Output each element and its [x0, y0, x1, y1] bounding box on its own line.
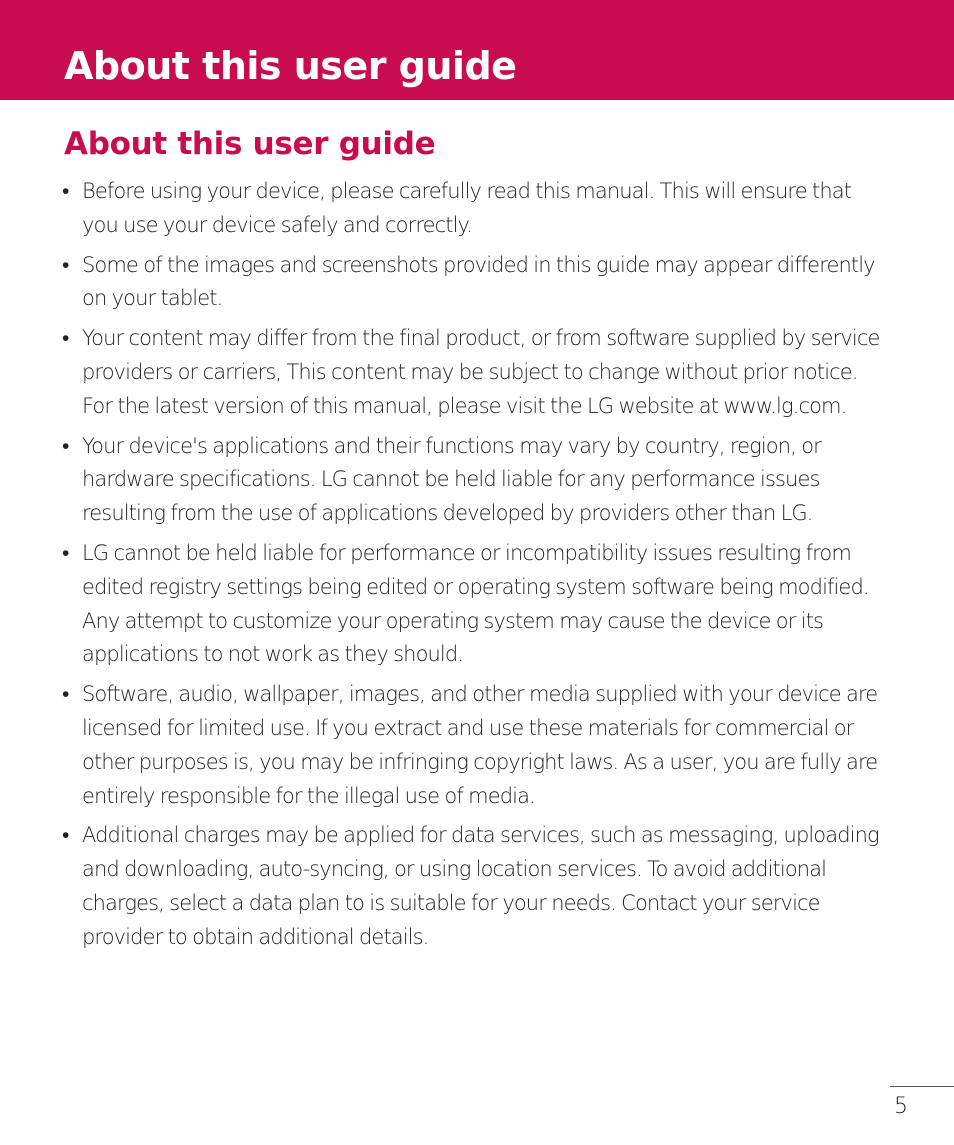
bullet-icon: • [62, 326, 69, 351]
bullet-list [0, 175, 954, 961]
bullet-icon: • [62, 179, 69, 203]
list-item [0, 678, 890, 813]
page-title: About this user guide [64, 44, 517, 88]
bullet-icon: • [62, 682, 69, 707]
bullet-icon: • [62, 540, 69, 565]
list-item-text: Software, audio, wallpaper, images, and other media supplied with your device are licensed for limited use. If you extract and use these materials for commercial or other purposes is, you may be infringing copyright laws. As a user, you are fully are entirely responsible for the illegal use of media. [82, 682, 878, 808]
list-item-text: Before using your device, please carefully read this manual. This will ensure that you use your device safely and correctly. [82, 179, 852, 237]
list-item [0, 175, 890, 243]
list-item-text: Your device's applications and their functions may vary by country, region, or hardware specifications. LG cannot be held liable for any performance issues resulting from the use of applications developed by providers other than LG. [82, 433, 821, 526]
page-number: 5 [894, 1094, 908, 1119]
list-item [0, 819, 890, 954]
list-item [0, 537, 890, 672]
section-heading: About this user guide [64, 126, 436, 162]
list-item [0, 249, 890, 317]
header-band [0, 0, 954, 100]
list-item-text: Your content may differ from the final product, or from software supplied by service providers or carriers, This content may be subject to change without prior notice. For the latest version of this manual, please visit the LG website at www.lg.com. [82, 326, 880, 418]
bullet-icon: • [62, 433, 69, 458]
bullet-icon: • [62, 823, 69, 848]
list-item [0, 322, 890, 423]
list-item-text: LG cannot be held liable for performance or incompatibility issues resulting from edited registry settings being edited or operating system software being modified. Any attempt to customize your operating system may cause the device or its applications to not work as they should. [82, 540, 869, 667]
list-item-text: Some of the images and screenshots provided in this guide may appear differently on your tablet. [82, 252, 875, 311]
footer-divider [890, 1086, 954, 1087]
list-item [0, 430, 890, 531]
bullet-icon: • [62, 252, 69, 277]
list-item-text: Additional charges may be applied for data services, such as messaging, uploading and downloading, auto-syncing, or using location services. To avoid additional charges, select a data plan to is suitable for your needs. Contact your service provider to obtain additional details. [82, 823, 879, 949]
